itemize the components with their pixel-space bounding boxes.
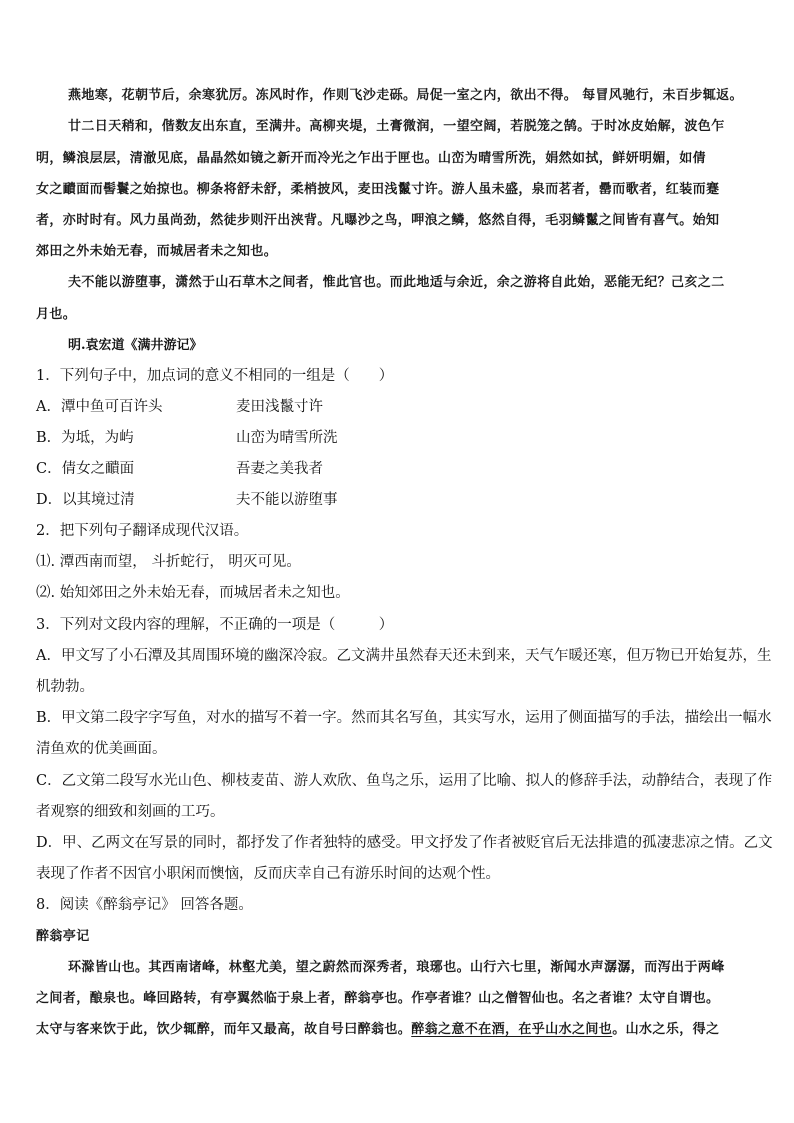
q1-option-c-right: 吾妻之美我者: [236, 461, 323, 477]
passage-line-text: 。山水之乐，得之: [612, 1022, 720, 1037]
q2-item: ⑴. 潭西南而望， 斗折蛇行， 明灭可见。: [36, 554, 301, 570]
passage-line: 夫不能以游堕事，潇然于山石草木之间者，惟此官也。而此地适与余近，余之游将自此始，恶能无纪？己亥之二: [68, 275, 725, 290]
q3-option-line: 者观察的细致和刻画的工巧。: [36, 804, 225, 820]
question-1-stem: 1．下列句子中，加点词的意义不相同的一组是（ ）: [36, 368, 394, 384]
q1-option-d-right: 夫不能以游堕事: [236, 492, 338, 508]
passage-line: 环滁皆山也。其西南诸峰，林壑尤美，望之蔚然而深秀者，琅琊也。山行六七里，渐闻水声潺潺，而泻出于两峰: [68, 960, 725, 975]
q1-option-b-right: 山峦为晴雪所洗: [236, 430, 338, 446]
passage-line: 廿二日天稍和，偕数友出东直，至满井。高柳夹堤，土膏微润，一望空阔，若脱笼之鹄。于时冰皮始解，波色乍: [68, 119, 725, 134]
q3-option-line: 表现了作者不因官小职闲而懊恼，反而庆幸自己有游乐时间的达观个性。: [36, 866, 500, 882]
q1-option-a-left: A．潭中鱼可百许头: [36, 399, 163, 415]
q3-option-line: 清鱼欢的优美画面。: [36, 741, 167, 757]
question-8-stem: 8．阅读《醉翁亭记》 回答各题。: [36, 897, 253, 913]
q1-option-a-right: 麦田浅鬣寸许: [236, 399, 323, 415]
passage-title: 醉翁亭记: [36, 929, 90, 944]
passage-line: [36, 1018, 719, 1037]
q3-option-line: D．甲、乙两文在写景的同时，都抒发了作者独特的感受。甲文抒发了作者被贬官后无法排遣的孤凄悲凉之情。乙文: [36, 835, 773, 851]
passage-line: 郊田之外未始无春，而城居者未之知也。: [36, 244, 278, 259]
q2-item: ⑵. 始知郊田之外未始无春，而城居者未之知也。: [36, 585, 350, 601]
passage-line: 女之靧面而髻鬟之始掠也。柳条将舒未舒，柔梢披风，麦田浅鬣寸许。游人虽未盛，泉而茗者，罍而歌者，红装而蹇: [36, 182, 720, 197]
question-3-stem: 3．下列对文段内容的理解，不正确的一项是（ ）: [36, 617, 394, 633]
q1-option-b-left: B．为坻，为屿: [36, 430, 134, 446]
q3-option-line: B．甲文第二段字字写鱼，对水的描写不着一字。然而其名写鱼，其实写水，运用了侧面描写的手法，描绘出一幅水: [36, 710, 772, 726]
q3-option-line: C．乙文第二段写水光山色、柳枝麦苗、游人欢欣、鱼鸟之乐，运用了比喻、拟人的修辞手法，动静结合，表现了作: [36, 773, 773, 789]
q1-option-d-left: D．以其境过清: [36, 492, 135, 508]
passage-line: 燕地寒，花朝节后，余寒犹厉。冻风时作，作则飞沙走砾。局促一室之内，欲出不得。 每冒风驰行，未百步辄返。: [68, 88, 743, 103]
passage-line: 月也。: [36, 307, 77, 322]
question-2-stem: 2．把下列句子翻译成现代汉语。: [36, 523, 249, 539]
passage-line: 之间者，酿泉也。峰回路转，有亭翼然临于泉上者，醉翁亭也。作亭者谁？山之僧智仙也。名之者谁？太守自谓也。: [36, 991, 720, 1006]
q3-option-line: A．甲文写了小石潭及其周围环境的幽深冷寂。乙文满井虽然春天还未到来，天气乍暖还寒，但万物已开始复苏，生: [36, 648, 772, 664]
underlined-sentence: 醉翁之意不在酒，在乎山水之间也: [411, 1022, 613, 1037]
passage-line-text: 太守与客来饮于此，饮少辄醉，而年又最高，故自号曰醉翁也。: [36, 1022, 412, 1037]
q3-option-line: 机勃勃。: [36, 679, 94, 695]
passage-source: 明.袁宏道《满井游记》: [68, 338, 203, 353]
passage-line: 明，鳞浪层层，清澈见底，晶晶然如镜之新开而冷光之乍出于匣也。山峦为晴雪所洗，娟然如拭，鲜妍明媚，如倩: [36, 151, 707, 166]
passage-line: 者，亦时时有。风力虽尚劲，然徒步则汗出浃背。凡曝沙之鸟，呷浪之鳞，悠然自得，毛羽鳞鬣之间皆有喜气。始知: [36, 213, 720, 228]
q1-option-c-left: C．倩女之靧面: [36, 461, 135, 477]
